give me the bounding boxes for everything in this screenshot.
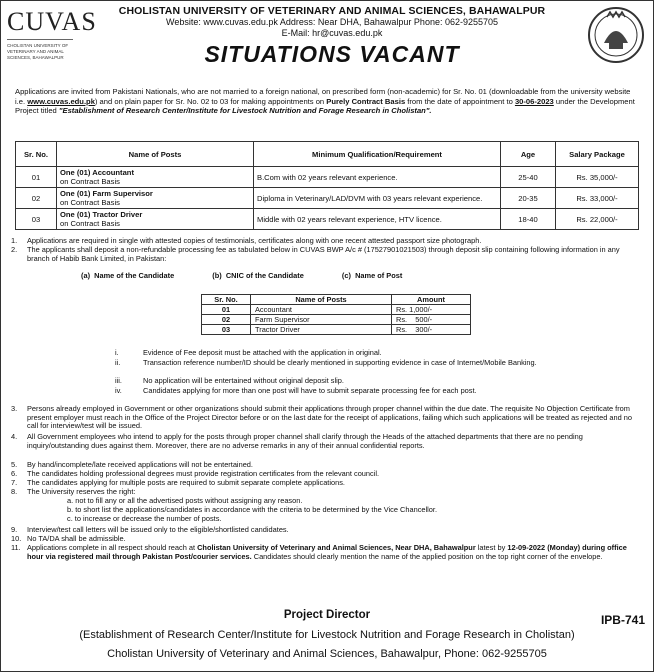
list-item: 6. The candidates holding professional degrees must provide registration certificates from the relevant council. — [11, 469, 380, 478]
list-item: 9. Interview/test call letters will be issued only to the eligible/shortlisted candidates. — [11, 525, 289, 534]
list-item: c. to increase or decrease the number of posts. — [67, 514, 222, 523]
table-row: 03 Tractor Driver Rs. 300/- — [202, 325, 471, 335]
government-seal-icon — [587, 5, 645, 67]
footer-address: Cholistan University of Veterinary and Animal Sciences, Bahawalpur, Phone: 062-9255705 — [107, 648, 547, 660]
list-item: ii. Transaction reference number/ID should be clearly mentioned in supporting evidence in case of Internet/Mobile Banking. — [115, 358, 537, 367]
table-row: 03 One (01) Tractor Driver on Contract Basis Middle with 02 years relevant experience, HTV licence. 18-40 Rs. 22,000/- — [16, 209, 639, 230]
reference-code: IPB-741 — [600, 613, 645, 627]
fee-table — [201, 294, 471, 335]
list-item: b. to short list the applications/candidates in accordance with the criteria to be determined by the Vice Chancellor. — [67, 505, 438, 514]
list-item: 7. The candidates applying for multiple posts are required to submit separate complete applications. — [11, 478, 345, 487]
posts-table — [15, 141, 639, 230]
signatory: Project Director — [283, 609, 371, 621]
list-item: 4. All Government employees who intend to apply for the posts through proper channel shall clarify through the Heads of the attached departments that there are no pending inquiry/outstanding dues against them. Moreover, there are no adverse remarks in any of their annual confidential reports. — [11, 432, 583, 450]
deposit-fields: (a) Name of the Candidate (b) CNIC of the Candidate (c) Name of Post — [81, 271, 403, 280]
university-logo — [7, 5, 97, 73]
list-item: i. Evidence of Fee deposit must be attached with the application in original. — [115, 348, 382, 357]
list-item: 11. Applications complete in all respect should reach at Cholistan University of Veterinary and Animal Sciences, Near DHA, Bahawalpur latest by 12-09-2022 (Monday) during office hour via registered mail through Pakistan Post/courier services. Candidates should clearly mention the name of the applied position on the top right corner of the envelope. — [11, 543, 627, 561]
intro-paragraph: Applications are invited from Pakistani Nationals, who are not married to a foreign national, on prescribed form (non-academic) for Sr. No. 01 (downloadable from the university website i.e. www.cuvas.edu.pk) and on plain paper for Sr. No. 02 to 03 for making appointments on Purely Contract Basis from the date of appointment to 30-06-2023 under the Development Project titled "Establishment of Research Center/Institute for Livestock Nutrition and Forage Research in Cholistan". — [15, 87, 635, 115]
footer-project: (Establishment of Research Center/Institute for Livestock Nutrition and Forage Research in Cholistan) — [79, 629, 575, 641]
logo-subtext: CHOLISTAN UNIVERSITY OF VETERINARY AND ANIMAL SCIENCES, BAHAWALPUR — [7, 43, 69, 60]
table-row: 02 One (01) Farm Supervisor on Contract Basis Diploma in Veterinary/LAD/DVM with 03 years relevant experience. 20-35 Rs. 33,000/- — [16, 188, 639, 209]
table-row: 01 One (01) Accountant on Contract Basis B.Com with 02 years relevant experience. 25-40 Rs. 35,000/- — [16, 167, 639, 188]
page-title: SITUATIONS VACANT — [204, 41, 460, 67]
posts-table-header: Sr. No. Name of Posts Minimum Qualification/Requirement Age Salary Package — [16, 142, 639, 167]
list-item: 8. The University reserves the right: — [11, 487, 136, 496]
university-name: CHOLISTAN UNIVERSITY OF VETERINARY AND ANIMAL SCIENCES, BAHAWALPUR — [118, 5, 546, 17]
list-item: a. not to fill any or all the advertised posts without assigning any reason. — [67, 496, 303, 505]
list-item: 3. Persons already employed in Government or other organizations should submit their applications through proper channel within the due date. The requisite No Objection Certificate from present employer must reach in the Office of the Project Director before or on the last date for the receipt of applications, failing which such applications will be treated as rejected and no call for interview/test will be issued. — [11, 404, 632, 431]
terms-section — [11, 237, 641, 607]
list-item: 2. The applicants shall deposit a non-refundable processing fee as tabulated below in CUVAS BWP A/c # (17527901021503) through deposit slip containing following information in any branch of Habib Bank Limited, in Pakistan: — [11, 245, 620, 263]
list-item: iii. No application will be entertained without original deposit slip. — [115, 376, 344, 385]
table-row: 02 Farm Supervisor Rs. 500/- — [202, 315, 471, 325]
table-row: 01 Accountant Rs. 1,000/- — [202, 305, 471, 315]
contact-line: Website: www.cuvas.edu.pk Address: Near DHA, Bahawalpur Phone: 062-9255705 — [165, 17, 499, 27]
logo-mark: CUVAS — [7, 5, 73, 40]
email-line: E-Mail: hr@cuvas.edu.pk — [281, 28, 383, 38]
list-item: iv. Candidates applying for more than one post will have to submit separate processing fee for each post. — [115, 386, 477, 395]
list-item: 1. Applications are required in single with attested copies of testimonials, certificates along with one recent attested passport size photograph. — [11, 236, 482, 245]
list-item: 10. No TA/DA shall be admissible. — [11, 534, 126, 543]
list-item: 5. By hand/incomplete/late received applications will not be entertained. — [11, 460, 253, 469]
fee-table-header: Sr. No. Name of Posts Amount — [202, 295, 471, 305]
header — [81, 5, 583, 68]
